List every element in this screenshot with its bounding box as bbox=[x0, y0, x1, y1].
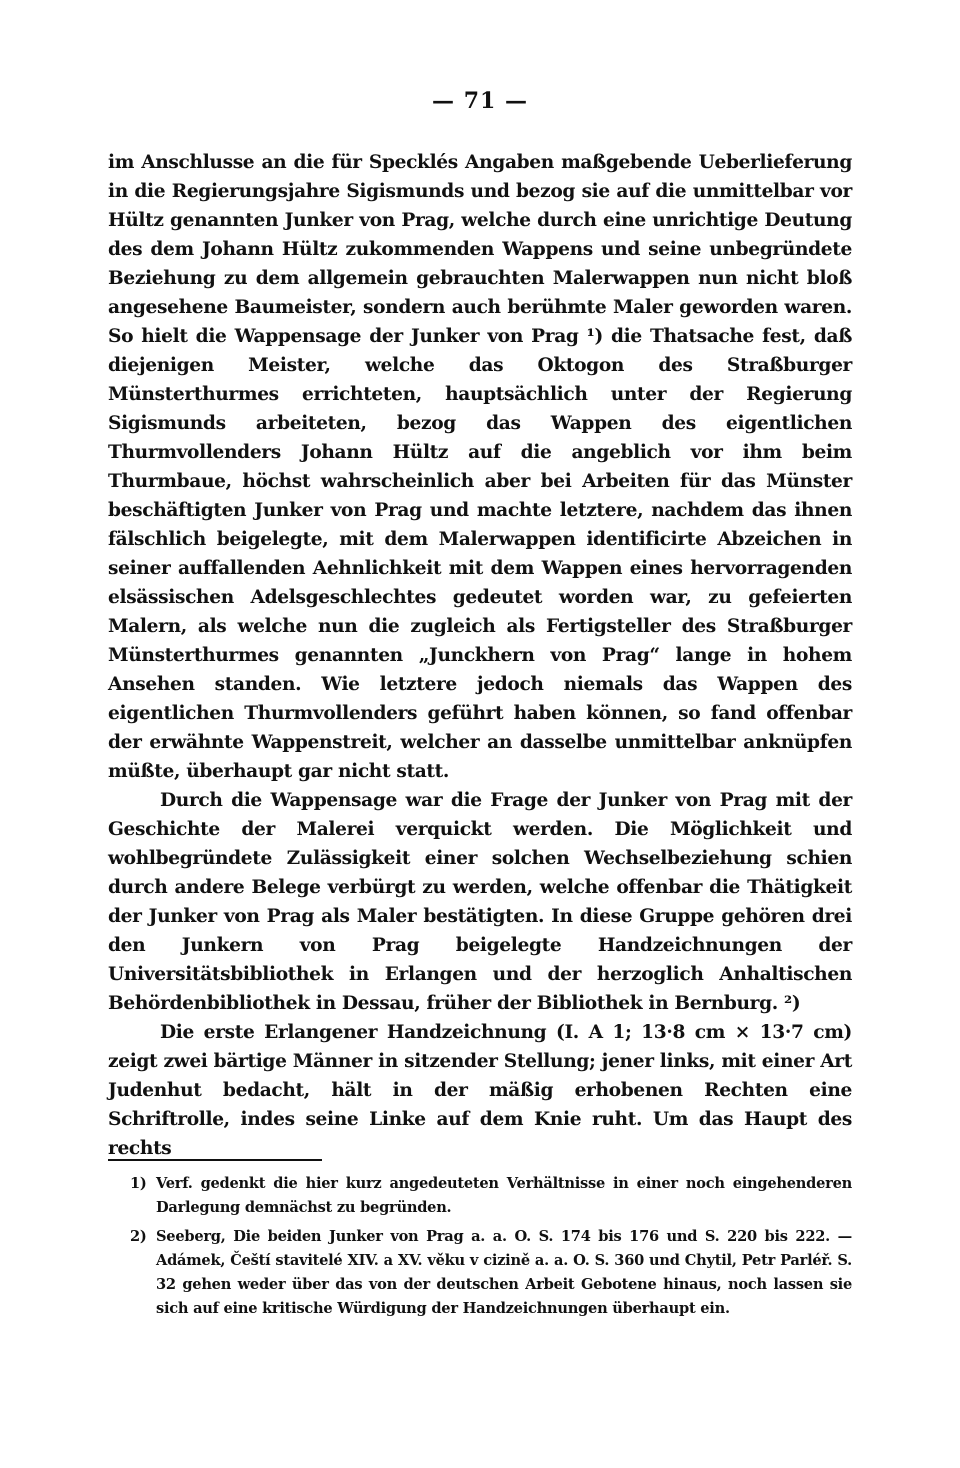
footnotes bbox=[108, 1172, 852, 1326]
footnote-text: Seeberg, Die beiden Junker von Prag a. a. O. S. 174 bis 176 und S. 220 bis 222. — Adámek, Čeští stavitelé XIV. a XV. věku v cizině a. a. O. S. 360 und Chytil, Petr Parléř. S. 32 gehen weder über das von der deutschen Arbeit Gebotene hinaus, noch lassen sie sich auf eine kritische Würdigung der Handzeichnungen überhaupt ein. bbox=[156, 1228, 852, 1317]
paragraph-1: im Anschlusse an die für Specklés Angaben maßgebende Ueberlieferung in die Regierungsjahre Sigismunds und bezog sie auf die unmittelbar vor Hültz genannten Junker von Prag, welche durch eine unrichtige Deutung des dem Johann Hültz zukommenden Wappens und seine unbegründete Beziehung zu dem allgemein gebrauchten Malerwappen nun nicht bloß angesehene Baumeister, sondern auch berühmte Maler geworden waren. So hielt die Wappensage der Junker von Prag ¹) die Thatsache fest, daß diejenigen Meister, welche das Oktogon des Straßburger Münsterthurmes errichteten, hauptsächlich unter der Regierung Sigismunds arbeiteten, bezog das Wappen des eigentlichen Thurmvollenders Johann Hültz auf die angeblich vor ihm beim Thurmbaue, höchst wahrscheinlich aber bei Arbeiten für das Münster beschäftigten Junker von Prag und machte letztere, nachdem das ihnen fälschlich beigelegte, mit dem Malerwappen identificirte Abzeichen in seiner auffallenden Aehnlichkeit mit dem Wappen eines hervorragenden elsässischen Adelsgeschlechtes gedeutet worden war, zu gefeierten Malern, als welche nun die zugleich als Fertigsteller des Straßburger Münsterthurmes genannten „Junckhern von Prag“ lange in hohem Ansehen standen. Wie letztere jedoch niemals das Wappen des eigentlichen Thurmvollenders geführt haben können, so fand offenbar der erwähnte Wappenstreit, welcher an dasselbe unmittelbar anknüpfen müßte, überhaupt gar nicht statt. bbox=[108, 152, 852, 782]
footnote-text: Verf. gedenkt die hier kurz angedeuteten Verhältnisse in einer noch eingehenderen Darlegung demnächst zu begründen. bbox=[156, 1175, 852, 1216]
main-text bbox=[108, 148, 852, 1163]
paragraph-3: Die erste Erlangener Handzeichnung (I. A 1; 13·8 cm × 13·7 cm) zeigt zwei bärtige Männer in sitzender Stellung; jener links, mit einer Art Judenhut bedacht, hält in der mäßig erhobenen Rechten eine Schriftrolle, indes seine Linke auf dem Knie ruht. Um das Haupt des rechts bbox=[108, 1022, 852, 1159]
footnote-1 bbox=[108, 1172, 852, 1220]
footnote-2 bbox=[108, 1225, 852, 1321]
footnote-marker: 1) bbox=[130, 1175, 147, 1192]
page-number: — 71 — bbox=[432, 88, 528, 114]
footnote-divider bbox=[108, 1159, 322, 1161]
paragraph-2: Durch die Wappensage war die Frage der Junker von Prag mit der Geschichte der Malerei verquickt werden. Die Möglichkeit und wohlbegründete Zulässigkeit einer solchen Wechselbeziehung schien durch andere Belege verbürgt zu werden, welche offenbar die Thätigkeit der Junker von Prag als Maler bestätigten. In diese Gruppe gehören drei den Junkern von Prag beigelegte Handzeichnungen der Universitätsbibliothek in Erlangen und der herzoglich Anhaltischen Behördenbibliothek in Dessau, früher der Bibliothek in Bernburg. ²) bbox=[108, 790, 852, 1014]
footnote-marker: 2) bbox=[130, 1228, 147, 1245]
